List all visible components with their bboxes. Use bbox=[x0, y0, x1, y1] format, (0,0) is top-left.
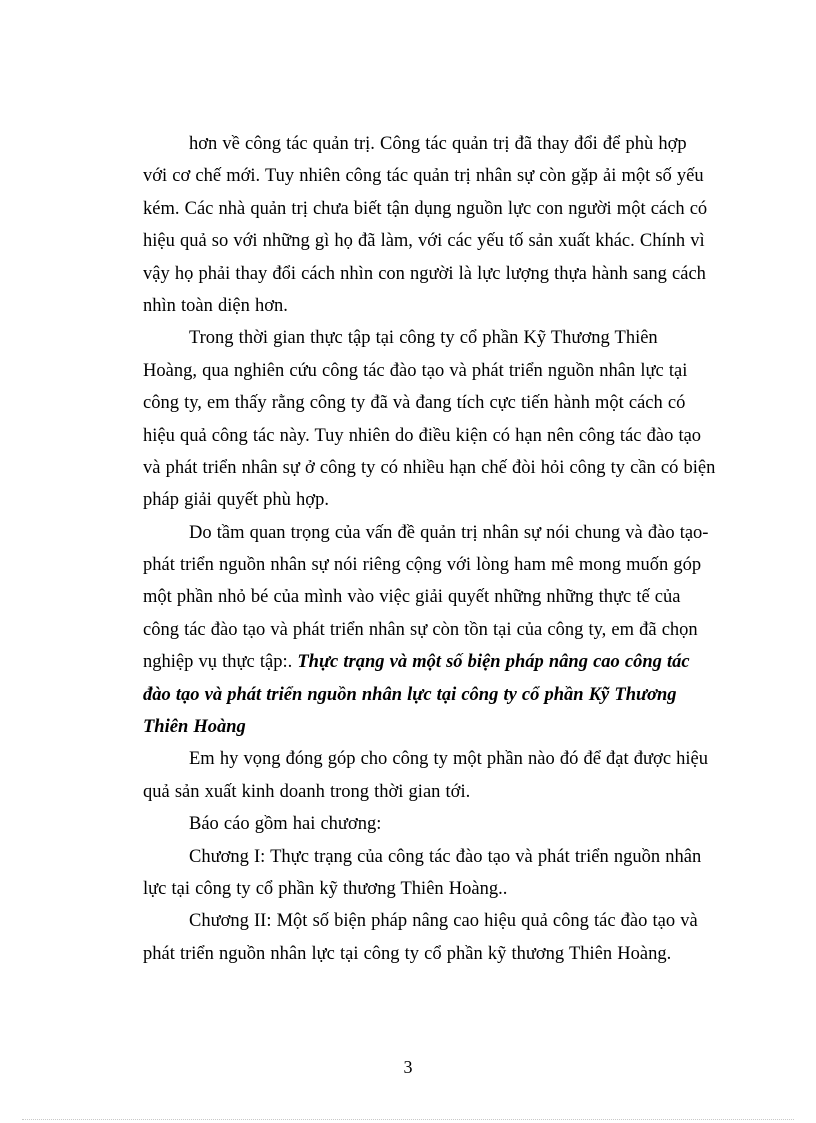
text-line: pháp giải quyết phù hợp. bbox=[143, 490, 329, 511]
text-line: kém. Các nhà quản trị chưa biết tận dụng nguồn lực con người một cách có bbox=[143, 198, 708, 219]
text-line: vậy họ phải thay đổi cách nhìn con người là lực lượng thựa hành sang cách bbox=[143, 263, 706, 284]
text-line: lực tại công ty cổ phần kỹ thương Thiên Hoàng.. bbox=[143, 878, 508, 899]
report-title: Thiên Hoàng bbox=[143, 717, 246, 738]
text-line bbox=[143, 646, 737, 678]
text-line: nhìn toàn diện hơn. bbox=[143, 295, 288, 316]
text-line: Báo cáo gồm hai chương: bbox=[189, 814, 382, 835]
text-line: phát triển nguồn nhân sự nói riêng cộng với lòng ham mê mong muốn góp bbox=[143, 555, 702, 576]
text-line: Hoàng, qua nghiên cứu công tác đào tạo và phát triển nguồn nhân lực tại bbox=[143, 360, 688, 381]
paragraph-3 bbox=[143, 517, 737, 744]
paragraph-5 bbox=[143, 808, 737, 840]
text-line: một phần nhỏ bé của mình vào việc giải quyết những những thực tế của bbox=[143, 587, 681, 608]
text-line: công ty, em thấy rằng công ty đã và đang tích cực tiến hành một cách có bbox=[143, 393, 686, 414]
text-line: hơn về công tác quản trị. Công tác quản trị đã thay đổi để phù hợp bbox=[189, 134, 687, 154]
report-title: Thực trạng và một số biện pháp nâng cao công tác bbox=[297, 652, 690, 673]
paragraph-2 bbox=[143, 322, 737, 516]
text-line: công tác đào tạo và phát triển nhân sự còn tồn tại của công ty, em đã chọn bbox=[143, 619, 698, 640]
text-line: hiệu quả công tác này. Tuy nhiên do điều kiện có hạn nên công tác đào tạo bbox=[143, 425, 702, 446]
paragraph-1 bbox=[143, 128, 737, 322]
body-text bbox=[143, 128, 737, 970]
text-line: Trong thời gian thực tập tại công ty cổ phần Kỹ Thương Thiên bbox=[189, 328, 658, 349]
page-number: 3 bbox=[403, 1057, 413, 1077]
text-line: với cơ chế mới. Tuy nhiên công tác quản trị nhân sự còn gặp ải một số yếu bbox=[143, 166, 704, 187]
text-line: Chương II: Một số biện pháp nâng cao hiệu quả công tác đào tạo và bbox=[189, 911, 698, 932]
text-line: Do tầm quan trọng của vấn đề quản trị nhân sự nói chung và đào tạo- bbox=[189, 522, 709, 543]
text-line: Chương I: Thực trạng của công tác đào tạo và phát triển nguồn nhân bbox=[189, 846, 702, 867]
text-line: phát triển nguồn nhân lực tại công ty cổ phần kỹ thương Thiên Hoàng. bbox=[143, 943, 672, 964]
chapter-2 bbox=[143, 905, 737, 970]
internship-label: nghiệp vụ thực tập:. bbox=[143, 652, 298, 673]
page-divider bbox=[22, 1119, 794, 1120]
text-line: Em hy vọng đóng góp cho công ty một phần nào đó để đạt được hiệu bbox=[189, 749, 709, 770]
text-line: quả sản xuất kinh doanh trong thời gian tới. bbox=[143, 781, 471, 802]
chapter-1 bbox=[143, 841, 737, 906]
text-line: và phát triển nhân sự ở công ty có nhiều hạn chế đòi hỏi công ty cần có biện bbox=[143, 457, 716, 478]
paragraph-4 bbox=[143, 743, 737, 808]
text-line: hiệu quả so với những gì họ đã làm, với các yếu tố sản xuất khác. Chính vì bbox=[143, 231, 705, 252]
report-title: đào tạo và phát triển nguồn nhân lực tại công ty cổ phần Kỹ Thương bbox=[143, 684, 677, 705]
